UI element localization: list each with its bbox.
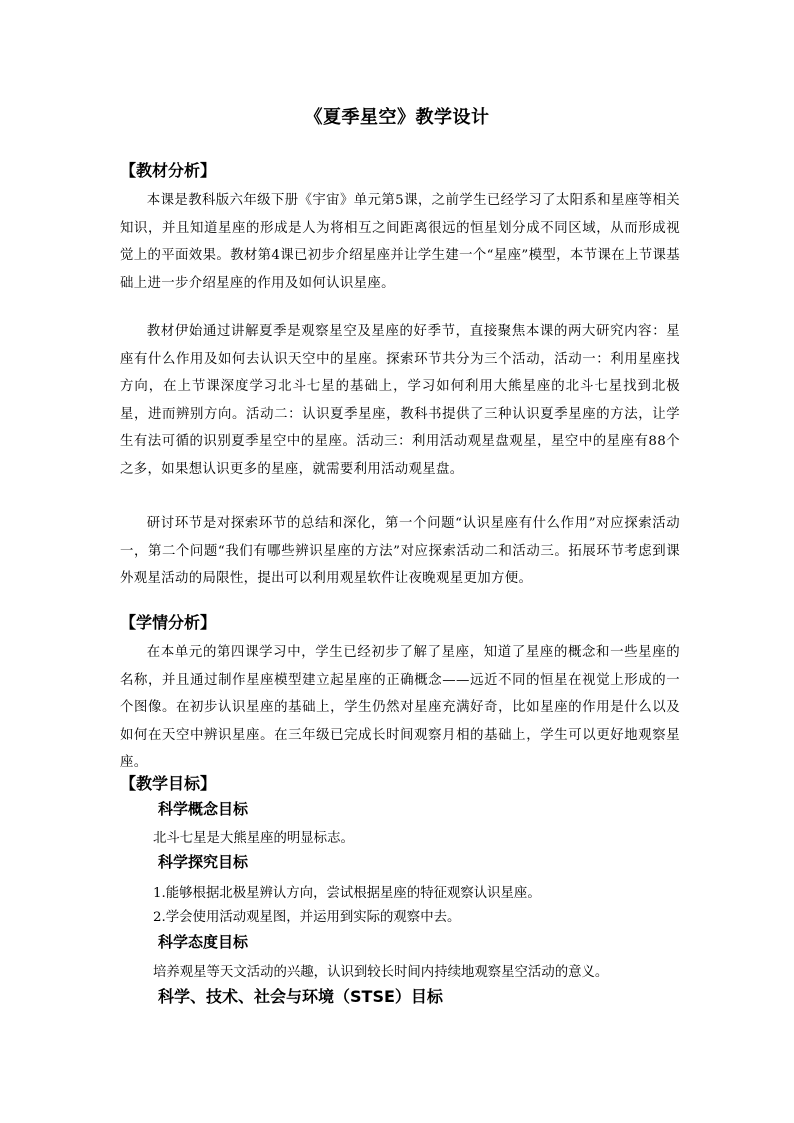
paragraph-learners-1: 在本单元的第四课学习中，学生已经初步了解了星座，知道了星座的概念和一些星座的名称，并且通过制作星座模型建立起星座的正确概念——远近不同的恒星在视觉上形成的一个图像。在初步认识星座的基础上，学生仍然对星座充满好奇，比如星座的作用是什么以及如何在天空中辨识星座。在三年级已完成长时间观察月相的基础上，学生可以更好地观察星座。 bbox=[120, 645, 680, 771]
section-heading-materials: 【教材分析】 bbox=[120, 161, 217, 180]
concept-text: 北斗七星是大熊星座的明显标志。 bbox=[153, 831, 354, 846]
paragraph-materials-2: 教材伊始通过讲解夏季是观察星空及星座的好季节，直接聚焦本课的两大研究内容：星座有什么作用及如何去认识天空中的星座。探索环节共分为三个活动，活动一：利用星座找方向，在上节课深度学习北斗七星的基础上，学习如何利用大熊星座的北斗七星找到北极星，进而辨别方向。活动二：认识夏季星座，教科书提供了三种认识夏季星座的方法，让学生有法可循的识别夏季星空中的星座。活动三：利用活动观星盘观星，星空中的星座有88个之多，如果想认识更多的星座，就需要利用活动观星盘。 bbox=[120, 324, 680, 477]
attitude-text: 培养观星等天文活动的兴趣，认识到较长时间内持续地观察星空活动的意义。 bbox=[153, 965, 609, 980]
paragraph-materials-1: 本课是教科版六年级下册《宇宙》单元第5课，之前学生已经学习了太阳系和星座等相关知识，并且知道星座的形成是人为将相互之间距离很远的恒星划分成不同区域，从而形成视觉上的平面效果。教材第4课已初步介绍星座并让学生建一个“星座”模型，本节课在上节课基础上进一步介绍星座的作用及如何认识星座。 bbox=[120, 193, 680, 291]
subheading-inquiry: 科学探究目标 bbox=[158, 853, 249, 871]
subheading-concept: 科学概念目标 bbox=[158, 800, 249, 818]
paragraph-materials-3: 研讨环节是对探索环节的总结和深化，第一个问题“认识星座有什么作用”对应探索活动一，第二个问题“我们有哪些辨识星座的方法”对应探索活动二和活动三。拓展环节考虑到课外观星活动的局限性，提出可以利用观星软件让夜晚观星更加方便。 bbox=[120, 516, 680, 587]
subheading-attitude: 科学态度目标 bbox=[158, 933, 249, 951]
document-title: 《夏季星空》教学设计 bbox=[304, 107, 490, 128]
section-heading-goals: 【教学目标】 bbox=[120, 774, 217, 793]
section-heading-learners: 【学情分析】 bbox=[120, 613, 217, 632]
inquiry-item-1: 1.能够根据北极星辨认方向，尝试根据星座的特征观察认识星座。 bbox=[153, 886, 541, 901]
inquiry-item-2: 2.学会使用活动观星图，并运用到实际的观察中去。 bbox=[153, 910, 461, 925]
subheading-stse: 科学、技术、社会与环境（STSE）目标 bbox=[158, 987, 443, 1006]
